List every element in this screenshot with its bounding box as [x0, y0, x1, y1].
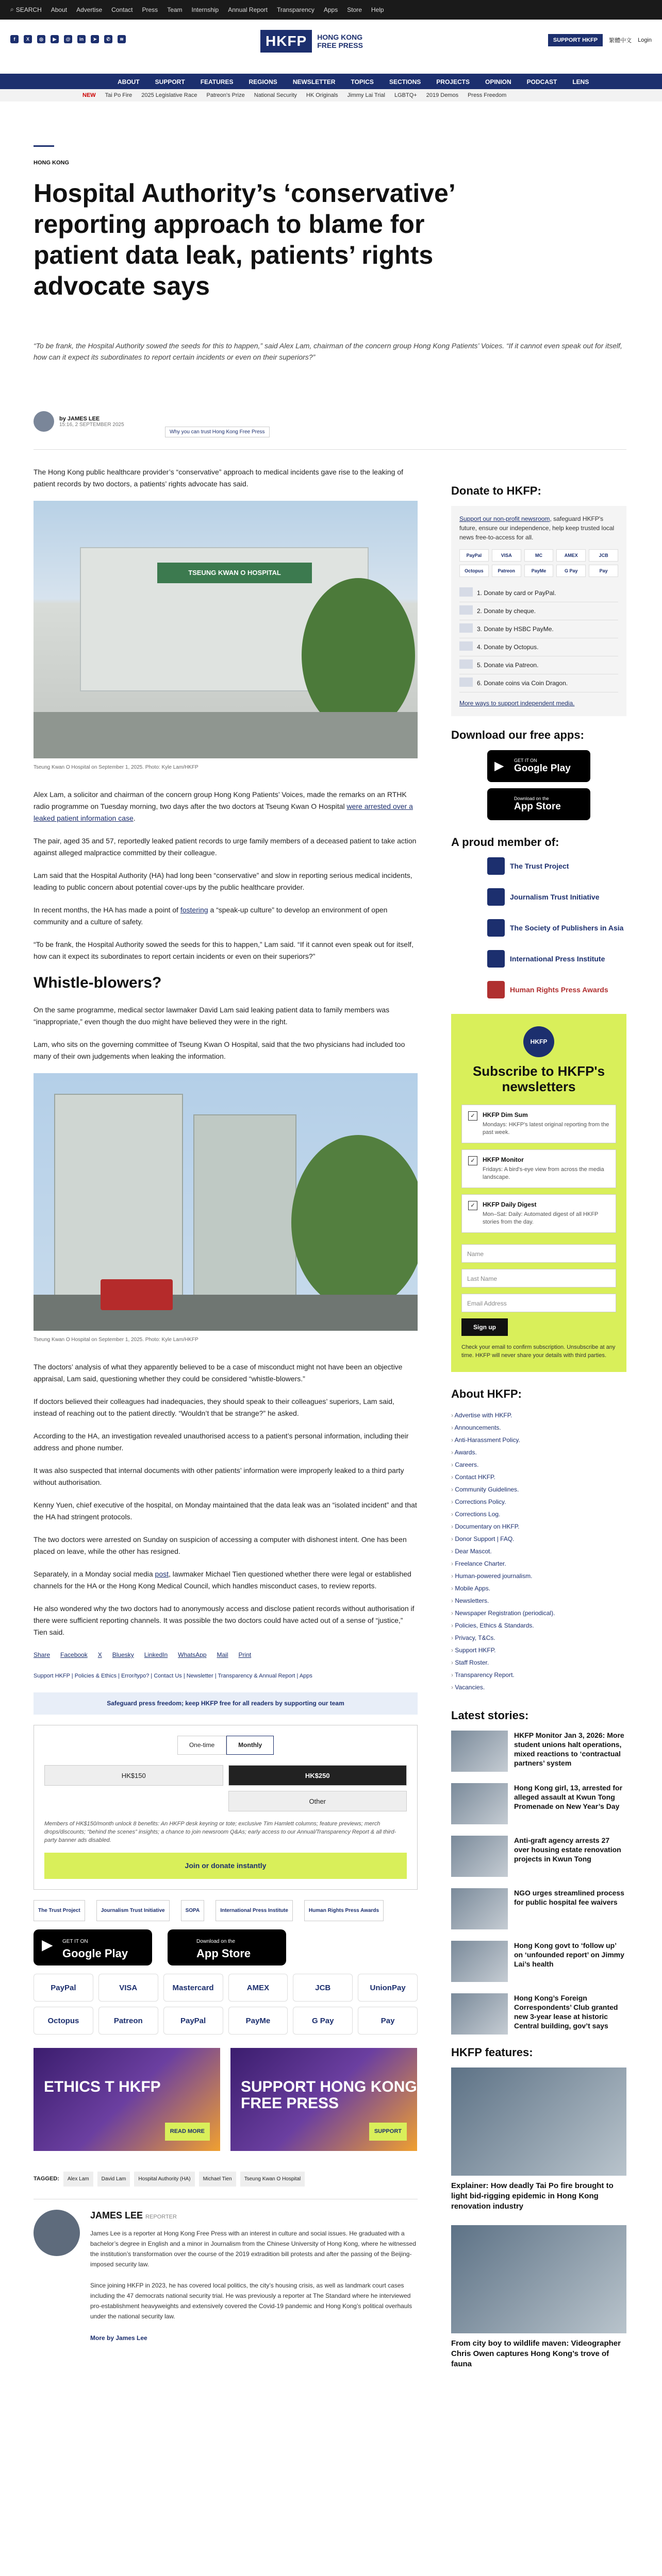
- subnav-item[interactable]: Press Freedom: [468, 92, 507, 98]
- nav-item[interactable]: OPINION: [485, 78, 511, 86]
- about-links: [451, 1409, 626, 1693]
- share-link[interactable]: X: [97, 1651, 102, 1658]
- payment-method-icon[interactable]: Mastercard: [163, 1974, 223, 2002]
- member-badge[interactable]: International Press Institute: [216, 1900, 293, 1921]
- member-badge[interactable]: The Trust Project: [34, 1900, 85, 1921]
- paragraph: He also wondered why the two doctors had to anonymously access and disclose patient records without authorisation if there were sufficient reporting channels. It was possible the two doctors could have acted out of a sense of “justice,” Tien said.: [34, 1604, 415, 1636]
- latest-story[interactable]: [451, 1731, 626, 1772]
- share-link[interactable]: Facebook: [60, 1651, 88, 1658]
- member-org[interactable]: [487, 950, 626, 968]
- payment-methods: [34, 1974, 418, 2035]
- member-org-name: International Press Institute: [510, 955, 605, 963]
- apps-heading: Download our free apps:: [451, 728, 584, 741]
- new-label: NEW: [82, 92, 96, 98]
- topbar-link[interactable]: Internship: [191, 6, 219, 13]
- paragraph: The pair, aged 35 and 57, reportedly leaked patient records to urge family members of a deceased patient to take action against alleged malpractice committed by their colleague.: [34, 837, 417, 857]
- donate-method-link[interactable]: 3. Donate by HSBC PayMe.: [459, 620, 618, 638]
- share-link[interactable]: LinkedIn: [144, 1651, 168, 1658]
- newsletter-option[interactable]: [461, 1105, 616, 1143]
- payment-icon: JCB: [589, 549, 618, 562]
- share-link[interactable]: Mail: [217, 1651, 228, 1658]
- nav-item[interactable]: PODCAST: [526, 78, 557, 86]
- paragraph: It was also suspected that internal documents with other patients’ information were improperly leaked to a third party without authorisation.: [34, 1466, 404, 1486]
- figure-hospital-towers: [34, 1073, 418, 1346]
- subnav-item[interactable]: National Security: [254, 92, 297, 98]
- tag-link[interactable]: Tseung Kwan O Hospital: [240, 2172, 305, 2187]
- author-photo[interactable]: [34, 2210, 80, 2256]
- support-banner[interactable]: Safeguard press freedom; keep HKFP free for all readers by supporting our team: [34, 1692, 418, 1715]
- subnav-item[interactable]: 2025 Legislative Race: [141, 92, 197, 98]
- subnav-item[interactable]: 2019 Demos: [426, 92, 459, 98]
- newsletter-name: ✓ HKFP Dim Sum: [483, 1111, 528, 1118]
- payment-icon: PayMe: [524, 565, 554, 577]
- payment-icon: MC: [524, 549, 554, 562]
- member-badges: [34, 1900, 418, 1921]
- nav-item[interactable]: ABOUT: [118, 78, 140, 86]
- language-link[interactable]: 繁體中文: [609, 38, 632, 44]
- about-link[interactable]: › Newspaper Registration (periodical).: [451, 1607, 626, 1619]
- whatsapp-icon[interactable]: ✆: [104, 35, 112, 43]
- latest-story[interactable]: [451, 1993, 626, 2035]
- app-store-button[interactable]: Download on the App Store: [168, 1929, 286, 1965]
- payment-method-icon[interactable]: PayPal: [34, 1974, 93, 2002]
- logo-line2: FREE PRESS: [317, 41, 363, 49]
- donate-method-link[interactable]: 1. Donate by card or PayPal.: [459, 584, 618, 602]
- newsletter-desc: Fridays: A bird's-eye view from across the media landscape.: [483, 1166, 604, 1180]
- nav-item[interactable]: NEWSLETTER: [292, 78, 336, 86]
- payment-method-icon[interactable]: JCB: [293, 1974, 353, 2002]
- payment-icon: PayPal: [459, 549, 489, 562]
- paragraph: On the same programme, medical sector lawmaker David Lam said leaking patient data to family members was “inappropriate,” even though the duo might have believed they were in the right.: [34, 1006, 390, 1026]
- member-logo-icon: [487, 919, 505, 937]
- donate-method-link[interactable]: 4. Donate by Octopus.: [459, 638, 618, 656]
- topbar-link[interactable]: Contact: [111, 6, 133, 13]
- about-link[interactable]: › Advertise with HKFP.: [451, 1409, 626, 1421]
- subnav-item[interactable]: Jimmy Lai Trial: [347, 92, 385, 98]
- about-link[interactable]: › Careers.: [451, 1459, 626, 1471]
- nav-item[interactable]: PROJECTS: [436, 78, 470, 86]
- share-link[interactable]: Bluesky: [112, 1651, 134, 1658]
- paragraph: The doctors’ analysis of what they apparently believed to be a case of misconduct might not have been an objective appraisal, Lam said, questioning whether they could be considered “whistle-blowers.”: [34, 1363, 403, 1383]
- topbar-link[interactable]: Store: [347, 6, 362, 13]
- feature-story[interactable]: [451, 2225, 626, 2369]
- member-org[interactable]: [487, 981, 626, 998]
- about-heading: About HKFP:: [451, 1387, 522, 1400]
- donate-method-link[interactable]: 6. Donate coins via Coin Dragon.: [459, 674, 618, 692]
- social-icons: [10, 35, 126, 43]
- tier-option-selected[interactable]: HK$250: [228, 1765, 407, 1786]
- newsletter-note: Check your email to confirm subscription. Unsubscribe at any time. HKFP will never share your details with third parties.: [461, 1344, 616, 1359]
- donate-box: Support our non-profit newsroom, safeguard HKFP's future, ensure our independence, help keep trusted local news free-to-access for all. PayPal VISA MC AMEX JCB Octopus Patreon PayMe G Pay Pay 1. Donate by card or PayPal. 2. Donate by cheque. 3. Donate by HSBC PayMe. 4. Donate by Octopus. 5. Donate via Patreon. 6. Donate coins via Coin Dragon. More ways to support independent media.: [451, 506, 626, 716]
- section-heading: Whistle-blowers?: [34, 974, 162, 991]
- site-header: [0, 20, 662, 74]
- story-title[interactable]: Hong Kong govt to ‘follow up’ on ‘unfounded report’ on Jimmy Lai’s health: [514, 1941, 624, 1968]
- payment-method-icon[interactable]: Octopus: [34, 2007, 93, 2035]
- latest-heading: Latest stories:: [451, 1709, 529, 1722]
- facebook-icon[interactable]: f: [10, 35, 19, 43]
- paragraph: Lam, who sits on the governing committee of Tseung Kwan O Hospital, said that the two physicians had included too many of their own judgements when leaking the information.: [34, 1040, 405, 1060]
- trust-link[interactable]: Why you can trust Hong Kong Free Press: [165, 427, 270, 437]
- about-link[interactable]: › Donor Support | FAQ.: [451, 1533, 626, 1545]
- member-org[interactable]: [487, 888, 626, 906]
- about-link[interactable]: › Support HKFP.: [451, 1644, 626, 1656]
- topbar-link[interactable]: Help: [371, 6, 384, 13]
- more-by-author-link[interactable]: More by James Lee: [90, 2334, 147, 2342]
- member-logo-icon: [487, 950, 505, 968]
- story-title[interactable]: Anti-graft agency arrests 27 over housing estate renovation projects in Kwun Tong: [514, 1836, 621, 1863]
- payment-method-icon[interactable]: Pay: [358, 2007, 418, 2035]
- logo-line1: HONG KONG: [317, 33, 363, 41]
- rss-icon[interactable]: ≋: [118, 35, 126, 43]
- story-thumbnail[interactable]: [451, 1941, 508, 1982]
- tag-link[interactable]: David Lam: [97, 2172, 130, 2187]
- member-org[interactable]: [487, 919, 626, 937]
- paragraph: According to the HA, an investigation revealed unauthorised access to a patient’s personal information, including their address and phone number.: [34, 1432, 409, 1452]
- search-link[interactable]: ⌕ SEARCH: [10, 6, 42, 13]
- donate-methods: [459, 584, 618, 692]
- story-thumbnail[interactable]: [451, 1731, 508, 1772]
- app-store-row: [34, 1929, 418, 1965]
- about-link[interactable]: › Announcements.: [451, 1421, 626, 1434]
- login-link[interactable]: Login: [638, 37, 652, 43]
- member-org-name: Journalism Trust Initiative: [510, 893, 600, 901]
- subnav-item[interactable]: HK Originals: [306, 92, 338, 98]
- google-play-icon: ▶: [494, 759, 504, 773]
- about-link[interactable]: › Newsletters.: [451, 1595, 626, 1607]
- google-play-icon: ▶: [42, 1937, 53, 1953]
- paragraph: Alex Lam, a solicitor and chairman of the concern group Hong Kong Patients’ Voices, made the remarks on an RTHK radio programme on Tuesday morning, two days after the two doctors at Tseung Kwan O Hospital were arrested over a leaked patient information case.: [34, 790, 413, 822]
- tier-other[interactable]: Other: [228, 1791, 407, 1811]
- latest-story[interactable]: [451, 1836, 626, 1877]
- topbar-link[interactable]: Apps: [323, 6, 338, 13]
- latest-stories: [451, 1731, 626, 2035]
- member-badge[interactable]: Journalism Trust Initiative: [96, 1900, 170, 1921]
- telegram-icon[interactable]: ➤: [91, 35, 99, 43]
- author-role: REPORTER: [145, 2214, 177, 2220]
- about-link[interactable]: › Privacy, T&Cs.: [451, 1632, 626, 1644]
- paragraph: Separately, in a Monday social media post, lawmaker Michael Tien questioned whether there were legal or established channels for the HA or the Hong Kong Medical Council, which handles misconduct cases, to review reports.: [34, 1570, 411, 1590]
- author-name[interactable]: JAMES LEE: [90, 2210, 143, 2221]
- support-newsroom-link[interactable]: Support our non-profit newsroom: [459, 515, 550, 522]
- paragraph: In recent months, the HA has made a point of fostering a “speak-up culture” to develop an environment of open community and a culture of safety.: [34, 906, 388, 926]
- hospital-photo[interactable]: [34, 501, 418, 758]
- figure-hospital-exterior: [34, 501, 418, 773]
- feature-title[interactable]: From city boy to wildlife maven: Videographer Chris Owen captures Hong Kong’s trove of fauna: [451, 2339, 621, 2368]
- author-box: [34, 2210, 418, 2344]
- hospital-towers-photo[interactable]: [34, 1073, 418, 1331]
- first-name-input[interactable]: Name: [461, 1244, 616, 1263]
- share-link[interactable]: Print: [238, 1651, 252, 1658]
- donation-widget: [34, 1725, 418, 1890]
- frequency-toggle: [44, 1736, 407, 1755]
- author-bio: Since joining HKFP in 2023, he has covered local politics, the city’s housing crisis, as well as landmark court cases including the 47 democrats national security trial. He was previously a reporter at The Standard where he interviewed pro-establishment heavyweights and extensively covered the Covid-19 pandemic and Hong Kong’s political overhauls under the national security law.: [90, 2282, 412, 2320]
- latest-story[interactable]: [451, 1941, 626, 1982]
- payment-method-icon[interactable]: UnionPay: [358, 1974, 418, 2002]
- latest-story[interactable]: [451, 1888, 626, 1929]
- feature-title[interactable]: Explainer: How deadly Tai Po fire brought to light bid-rigging epidemic in Hong Kong renovation industry: [451, 2181, 614, 2211]
- payment-icon: Pay: [589, 565, 618, 577]
- about-link[interactable]: › Transparency Report.: [451, 1669, 626, 1681]
- author-bio: James Lee is a reporter at Hong Kong Free Press with an interest in culture and social issues. He graduated with a bachelor’s degree in English and a minor in Journalism from the Chinese University of Hong Kong, where he witnessed the institution’s transformation over the course of the 2019 extradition bill protests and after the passing of the Beijing-imposed security law.: [90, 2230, 416, 2268]
- member-logo-icon: [487, 857, 505, 875]
- member-badge[interactable]: SOPA: [181, 1900, 205, 1921]
- fostering-link[interactable]: fostering: [180, 906, 208, 914]
- social-post-link[interactable]: post: [155, 1570, 169, 1578]
- sidebar-app-store-button[interactable]: Download on the App Store: [487, 788, 590, 820]
- photo-caption: Tseung Kwan O Hospital on September 1, 2025. Photo: Kyle Lam/HKFP: [34, 1337, 198, 1343]
- newsletter-signup: [451, 1014, 626, 1372]
- about-link[interactable]: › Staff Roster.: [451, 1656, 626, 1669]
- about-link[interactable]: › Freelance Charter.: [451, 1557, 626, 1570]
- topbar-link[interactable]: Advertise: [76, 6, 103, 13]
- nav-item[interactable]: REGIONS: [249, 78, 277, 86]
- article-footer-links[interactable]: Support HKFP | Policies & Ethics | Error/typo? | Contact Us | Newsletter | Transparency & Annual Report | Apps: [34, 1673, 312, 1679]
- about-link[interactable]: › Dear Mascot.: [451, 1545, 626, 1557]
- threads-icon[interactable]: @: [64, 35, 72, 43]
- tag-link[interactable]: Alex Lam: [63, 2172, 93, 2187]
- topbar-link[interactable]: Team: [167, 6, 183, 13]
- payment-method-icon[interactable]: VISA: [98, 1974, 158, 2002]
- story-thumbnail[interactable]: [451, 1783, 508, 1824]
- google-play-button[interactable]: ▶ GET IT ON Google Play: [34, 1929, 152, 1965]
- article-standfirst: “To be frank, the Hospital Authority sowed the seeds for this to happen,” said Alex Lam, chairman of the concern group Hong Kong Patients’ Voices. “If it cannot even speak out for itself, how can it expect its subordinates to report certain incidents or even on their superiors?”: [34, 342, 622, 361]
- logo-mark: HKFP: [260, 30, 312, 53]
- topbar-link[interactable]: Annual Report: [228, 6, 268, 13]
- toggle-one-time[interactable]: One-time: [177, 1736, 226, 1755]
- nav-item[interactable]: SECTIONS: [389, 78, 421, 86]
- support-banner-ad[interactable]: SUPPORT HONG KONG FREE PRESS SUPPORT: [230, 2048, 417, 2151]
- tags-label: TAGGED:: [34, 2176, 59, 2182]
- main-navigation: [0, 74, 662, 89]
- about-link[interactable]: › Documentary on HKFP.: [451, 1520, 626, 1533]
- join-donate-button[interactable]: Join or donate instantly: [44, 1853, 407, 1879]
- about-link[interactable]: › Human-powered journalism.: [451, 1570, 626, 1582]
- publish-date: 15:16, 2 SEPTEMBER 2025: [59, 421, 124, 428]
- about-link[interactable]: › Anti-Harassment Policy.: [451, 1434, 626, 1446]
- article-headline: Hospital Authority’s ‘conservative’ reporting approach to blame for patient data leak, patients’ rights advocate says: [34, 179, 454, 300]
- share-row: [34, 1649, 418, 1661]
- topbar-link[interactable]: About: [51, 6, 68, 13]
- tag-list: [34, 2172, 418, 2187]
- story-title[interactable]: NGO urges streamlined process for public hospital fee waivers: [514, 1889, 624, 1906]
- latest-story[interactable]: [451, 1783, 626, 1824]
- feature-image[interactable]: [451, 2067, 626, 2176]
- payment-icon: VISA: [492, 549, 521, 562]
- search-icon: ⌕: [10, 6, 14, 13]
- subnav-item[interactable]: Tai Po Fire: [105, 92, 133, 98]
- donation-tiers: [44, 1765, 407, 1811]
- member-badge[interactable]: Human Rights Press Awards: [304, 1900, 384, 1921]
- feature-image[interactable]: [451, 2225, 626, 2333]
- about-link[interactable]: › Awards.: [451, 1446, 626, 1459]
- about-link[interactable]: › Corrections Log.: [451, 1508, 626, 1520]
- site-logo[interactable]: [260, 30, 363, 53]
- paragraph: “To be frank, the Hospital Authority sowed the seeds for this to happen,” Lam said. “If it cannot even speak out for itself, how can it expect its subordinates to report certain incidents or even on their superiors?”: [34, 940, 413, 960]
- story-thumbnail[interactable]: [451, 1888, 508, 1929]
- paragraph: Lam said that the Hospital Authority (HA) had long been “conservative” and slow in reporting serious medical incidents, leading to public concern about potential cover-ups by the public healthcare provider.: [34, 871, 412, 891]
- topbar-link[interactable]: Press: [142, 6, 158, 13]
- promo-banners: [34, 2048, 418, 2151]
- payment-icon: AMEX: [556, 549, 586, 562]
- sidebar-google-play-button[interactable]: ▶ GET IT ON Google Play: [487, 750, 590, 782]
- email-input[interactable]: Email Address: [461, 1294, 616, 1312]
- topbar-link[interactable]: Transparency: [276, 6, 315, 13]
- proud-member-heading: A proud member of:: [451, 836, 559, 849]
- linkedin-icon[interactable]: in: [77, 35, 86, 43]
- payment-icon: Patreon: [492, 565, 521, 577]
- tier-option[interactable]: HK$150: [44, 1765, 223, 1786]
- payment-method-icon[interactable]: PayMe: [228, 2007, 288, 2035]
- newsletter-name: ✓ HKFP Daily Digest: [483, 1201, 537, 1208]
- payment-icon: G Pay: [556, 565, 586, 577]
- author-avatar[interactable]: [34, 411, 54, 432]
- sub-navigation: [0, 89, 662, 101]
- donate-payment-icons: [459, 549, 618, 577]
- story-thumbnail[interactable]: [451, 1993, 508, 2035]
- member-org[interactable]: [487, 857, 626, 875]
- story-title[interactable]: HKFP Monitor Jan 3, 2026: More student unions halt operations, mixed reactions to ‘contractual partners’ system: [514, 1731, 624, 1767]
- member-benefits-note: Members of HK$150/month unlock 8 benefits: An HKFP desk keyring or tote; exclusive Tim Hamlett columns; feature previews; merch drops/discounts; “behind the scenes” insights; a chance to join newsroom Q&As; early access to our Annual/Transparency Report & all third-party banner ads disabled.: [44, 1821, 396, 1843]
- about-link[interactable]: › Corrections Policy.: [451, 1496, 626, 1508]
- newsletter-desc: Mon–Sat: Daily: Automated digest of all HKFP stories from the day.: [483, 1211, 599, 1225]
- nav-item[interactable]: LENS: [572, 78, 589, 86]
- payment-method-icon[interactable]: Patreon: [98, 2007, 158, 2035]
- signup-button[interactable]: Sign up: [461, 1318, 508, 1336]
- hospital-sign: TSEUNG KWAN O HOSPITAL: [157, 563, 312, 583]
- ethics-banner[interactable]: ETHICS T HKFP READ MORE: [34, 2048, 220, 2151]
- payment-method-icon[interactable]: AMEX: [228, 1974, 288, 2002]
- sidebar: [451, 484, 626, 2383]
- subnav-item[interactable]: Patreon's Prize: [206, 92, 245, 98]
- byline-author[interactable]: by JAMES LEE: [59, 415, 100, 422]
- member-org-name: Human Rights Press Awards: [510, 986, 608, 994]
- photo-caption: Tseung Kwan O Hospital on September 1, 2025. Photo: Kyle Lam/HKFP: [34, 765, 198, 770]
- x-icon[interactable]: X: [24, 35, 32, 43]
- share-link[interactable]: Share: [34, 1651, 51, 1658]
- about-link[interactable]: › Vacancies.: [451, 1681, 626, 1693]
- donate-method-link[interactable]: 2. Donate by cheque.: [459, 602, 618, 620]
- toggle-monthly[interactable]: Monthly: [226, 1736, 274, 1755]
- top-utility-bar: [0, 0, 662, 20]
- article-body: [34, 466, 418, 2360]
- instagram-icon[interactable]: ◎: [37, 35, 45, 43]
- youtube-icon[interactable]: ▶: [51, 35, 59, 43]
- paragraph: Kenny Yuen, chief executive of the hospital, on Monday maintained that the data leak was an “isolated incident” and that the HA had stringent protocols.: [34, 1501, 417, 1521]
- paragraph: If doctors believed their colleagues had inadequacies, they should speak to their colleagues’ superiors, Lam said, instead of reaching out to the patient directly. “Wouldn’t that be strange?” he asked.: [34, 1397, 394, 1417]
- story-thumbnail[interactable]: [451, 1836, 508, 1877]
- newsletter-option[interactable]: [461, 1194, 616, 1233]
- member-org-name: The Trust Project: [510, 862, 569, 870]
- category-kicker[interactable]: HONG KONG: [34, 160, 70, 166]
- features-heading: HKFP features:: [451, 2046, 533, 2059]
- nav-item[interactable]: TOPICS: [351, 78, 374, 86]
- share-link[interactable]: WhatsApp: [178, 1651, 207, 1658]
- member-logo-icon: [487, 981, 505, 998]
- tag-link[interactable]: Michael Tien: [199, 2172, 236, 2187]
- newsletter-option[interactable]: [461, 1149, 616, 1188]
- nav-item[interactable]: SUPPORT: [155, 78, 185, 86]
- support-hkfp-button[interactable]: SUPPORT HKFP: [548, 34, 603, 46]
- payment-icon: Octopus: [459, 565, 489, 577]
- tag-link[interactable]: Hospital Authority (HA): [134, 2172, 194, 2187]
- kicker-rule: [34, 145, 54, 147]
- last-name-input[interactable]: Last Name: [461, 1269, 616, 1287]
- paragraph: The Hong Kong public healthcare provider’s “conservative” approach to medical incidents gave rise to the leaking of patient records by two doctors, a patients’ rights advocate has said.: [34, 468, 404, 488]
- member-logo-icon: [487, 888, 505, 906]
- story-title[interactable]: Hong Kong girl, 13, arrested for alleged assault at Kwun Tong Promenade on New Year’s Day: [514, 1784, 623, 1810]
- nav-item[interactable]: FEATURES: [200, 78, 234, 86]
- donate-method-link[interactable]: 5. Donate via Patreon.: [459, 656, 618, 674]
- member-org-name: The Society of Publishers in Asia: [510, 924, 624, 932]
- divider: [34, 449, 626, 450]
- byline: [34, 411, 124, 432]
- payment-method-icon[interactable]: G Pay: [293, 2007, 353, 2035]
- member-organizations: [451, 857, 626, 998]
- feature-story[interactable]: [451, 2067, 626, 2212]
- more-ways-link[interactable]: More ways to support independent media.: [459, 700, 575, 707]
- paragraph: The two doctors were arrested on Sunday on suspicion of accessing a computer with dishonest intent. One has been placed on leave, while the other has resigned.: [34, 1535, 407, 1555]
- newsletter-desc: Mondays: HKFP's latest original reporting from the past week.: [483, 1122, 609, 1136]
- about-link[interactable]: › Contact HKFP.: [451, 1471, 626, 1483]
- hkfp-logo-icon: HKFP: [523, 1026, 554, 1057]
- donate-heading: Donate to HKFP:: [451, 484, 541, 497]
- subnav-item[interactable]: LGBTQ+: [394, 92, 417, 98]
- payment-method-icon[interactable]: PayPal: [163, 2007, 223, 2035]
- newsletter-name: ✓ HKFP Monitor: [483, 1156, 524, 1163]
- about-link[interactable]: › Policies, Ethics & Standards.: [451, 1619, 626, 1632]
- feature-stories: [451, 2067, 626, 2369]
- newsletter-heading: Subscribe to HKFP's newsletters: [472, 1063, 605, 1094]
- about-link[interactable]: › Community Guidelines.: [451, 1483, 626, 1496]
- about-link[interactable]: › Mobile Apps.: [451, 1582, 626, 1595]
- arrest-story-link[interactable]: were arrested over a leaked patient information case: [34, 802, 413, 822]
- story-title[interactable]: Hong Kong’s Foreign Correspondents’ Club granted new 3-year lease at historic Central building, gov’t says: [514, 1994, 618, 2030]
